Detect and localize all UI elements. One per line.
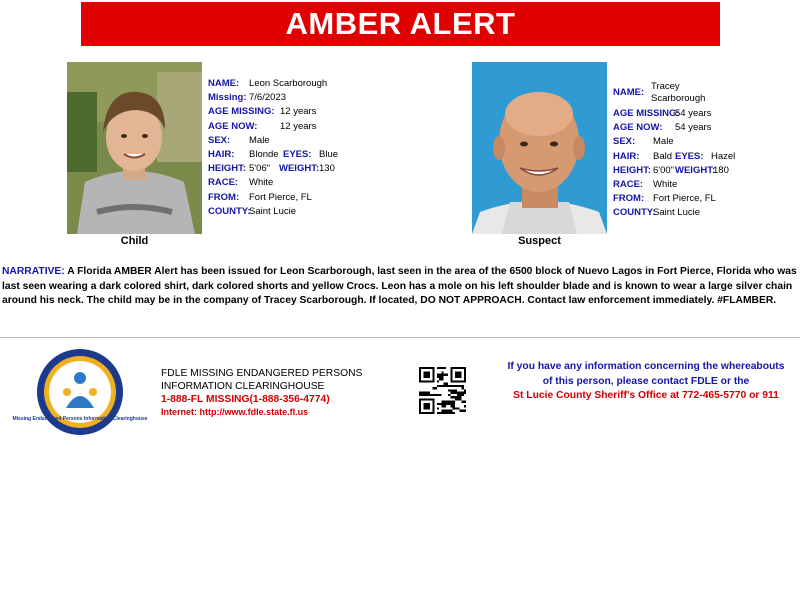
suspect-photo xyxy=(472,62,607,234)
field-label: RACE: xyxy=(208,177,239,189)
contact-info xyxy=(492,360,800,404)
child-height: 5'06" xyxy=(249,163,271,175)
child-age-now-row xyxy=(208,120,338,134)
child-county: Saint Lucie xyxy=(249,205,297,217)
child-missing-row xyxy=(208,91,338,105)
field-label: Missing: xyxy=(208,92,247,104)
contact-line3: St Lucie County Sheriff's Office at 772-465-5770 or 911 xyxy=(513,390,779,401)
suspect-info xyxy=(613,79,735,221)
field-label: NAME: xyxy=(613,86,645,98)
narrative-text: A Florida AMBER Alert has been issued for Leon Scarborough, last seen in the area of the 6500 block of Nuevo Lagos in Fort Pierce, Florida who was last seen wearing a dark colored shirt, dark colored shorts and yellow Crocs. Leon has a mole on his left shoulder blade and is known to wear a large silver chain around his neck. The child may be in the company of Tracey Scarborough. If located, DO NOT APPROACH. Contact law enforcement immediately. #FLAMBER. xyxy=(2,266,797,306)
suspect-county-row xyxy=(613,206,735,220)
suspect-weight: 180 xyxy=(713,164,729,176)
child-photo xyxy=(67,62,202,234)
suspect-race-row xyxy=(613,178,735,192)
narrative-label: NARRATIVE: xyxy=(2,266,65,277)
suspect-last-name: Scarborough xyxy=(651,93,706,104)
field-label: EYES: xyxy=(675,150,704,162)
child-age-now: 12 years xyxy=(280,120,317,132)
field-label: AGE MISSING: xyxy=(208,106,275,118)
field-label: WEIGHT: xyxy=(279,163,320,175)
child-name: Leon Scarborough xyxy=(249,78,328,89)
field-label: HAIR: xyxy=(208,148,235,160)
child-age-missing-row xyxy=(208,105,338,119)
field-label: EYES: xyxy=(283,148,312,160)
child-county-row xyxy=(208,205,338,219)
suspect-age-missing: 54 years xyxy=(675,108,712,119)
field-label: FROM: xyxy=(613,193,645,205)
section-divider xyxy=(0,337,800,338)
child-sex-row xyxy=(208,134,338,148)
field-label: AGE NOW: xyxy=(208,120,258,132)
suspect-first-name: Tracey xyxy=(651,81,680,92)
child-height-row xyxy=(208,162,338,176)
field-label: AGE NOW: xyxy=(613,122,663,134)
suspect-county: Saint Lucie xyxy=(653,207,701,219)
clearinghouse-seal-logo xyxy=(12,348,148,436)
child-race: White xyxy=(249,177,274,189)
field-label: WEIGHT: xyxy=(675,164,716,176)
child-hair-row xyxy=(208,148,338,162)
website-link[interactable]: Internet: http://www.fdle.state.fl.us xyxy=(161,407,309,417)
suspect-sex-row xyxy=(613,135,735,149)
suspect-sex: Male xyxy=(653,136,674,148)
field-label: COUNTY: xyxy=(613,207,656,219)
field-label: AGE MISSING: xyxy=(613,108,680,119)
suspect-hair-row xyxy=(613,150,735,164)
suspect-from: Fort Pierce, FL xyxy=(653,193,716,205)
child-weight: 130 xyxy=(319,163,335,175)
suspect-height-row xyxy=(613,164,735,178)
suspect-height: 6'00" xyxy=(653,164,675,176)
suspect-name-row xyxy=(613,79,735,107)
fdle-info xyxy=(161,367,362,419)
field-label: HAIR: xyxy=(613,150,640,162)
child-hair: Blonde xyxy=(249,148,279,160)
suspect-race: White xyxy=(653,178,678,190)
child-missing-date: 7/6/2023 xyxy=(249,92,286,104)
seal-text: Missing Endangered Persons Information Clearinghouse xyxy=(12,416,148,422)
suspect-age-missing-row xyxy=(613,107,735,121)
contact-line2: of this person, please contact FDLE or the xyxy=(542,375,750,387)
org-name-line2: INFORMATION CLEARINGHOUSE xyxy=(161,381,325,392)
banner-title: AMBER ALERT xyxy=(285,6,516,41)
field-label: SEX: xyxy=(208,134,231,146)
narrative xyxy=(2,265,799,309)
hotline-phone: 1-888-FL MISSING(1-888-356-4774) xyxy=(161,394,330,405)
child-name-row xyxy=(208,77,338,91)
suspect-eyes: Hazel xyxy=(711,150,736,162)
child-sex: Male xyxy=(249,134,270,146)
field-label: NAME: xyxy=(208,78,240,89)
suspect-hair: Bald xyxy=(653,150,673,162)
child-from: Fort Pierce, FL xyxy=(249,191,312,203)
child-from-row xyxy=(208,191,338,205)
field-label: FROM: xyxy=(208,191,240,203)
field-label: RACE: xyxy=(613,178,644,190)
field-label: HEIGHT: xyxy=(613,164,651,176)
suspect-name xyxy=(651,81,705,105)
child-race-row xyxy=(208,176,338,190)
child-caption: Child xyxy=(120,235,149,247)
field-label: HEIGHT: xyxy=(208,163,246,175)
suspect-age-now: 54 years xyxy=(675,122,712,134)
child-eyes: Blue xyxy=(319,148,339,160)
amber-alert-banner xyxy=(81,2,720,46)
org-name-line1: FDLE MISSING ENDANGERED PERSONS xyxy=(161,368,363,379)
qr-code xyxy=(419,367,466,414)
field-label: SEX: xyxy=(613,136,636,148)
suspect-caption: Suspect xyxy=(518,235,561,247)
field-label: COUNTY: xyxy=(208,205,251,217)
suspect-from-row xyxy=(613,192,735,206)
child-age-missing: 12 years xyxy=(280,106,317,118)
contact-line1: If you have any information concerning the whereabouts xyxy=(507,361,785,372)
suspect-age-now-row xyxy=(613,121,735,135)
child-info xyxy=(208,77,338,219)
